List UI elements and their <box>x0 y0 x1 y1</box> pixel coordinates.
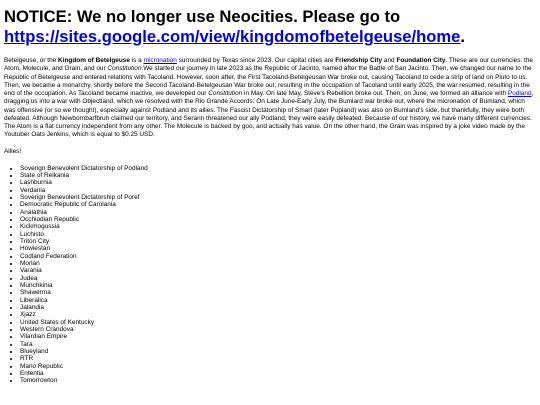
intro-paragraph <box>4 57 536 140</box>
ally-item: • Luchisto <box>20 231 536 238</box>
allies-list <box>4 165 536 385</box>
ally-item: • Occhiodian Republic <box>20 216 536 223</box>
constitution-text: Constitution <box>107 65 142 73</box>
ally-item: • Mario Republic <box>20 363 536 370</box>
intro-text: is a <box>129 57 144 64</box>
ally-item: • Triton City <box>20 238 536 245</box>
ally-item: • Soverign Benevolent Dictatorship of Podland <box>20 165 536 172</box>
notice-heading <box>4 7 536 47</box>
ally-item: • Howiestan <box>20 245 536 252</box>
constitution-text: Constitution <box>208 90 243 97</box>
intro-text: Betelgeuse, or the <box>4 57 59 64</box>
ally-item: • Tara <box>20 341 536 348</box>
notice-lead: NOTICE: We no longer use Neocities. Please go to <box>4 7 401 26</box>
friendship-city: Friendship City <box>335 57 383 64</box>
intro-text: surrounded by Texas since 2023. Our capital cities are <box>176 57 336 64</box>
ally-item: • Democratic Republic of Carolania <box>20 201 536 208</box>
ally-item: • Morlan <box>20 260 536 267</box>
ally-item: • Codland Federation <box>20 253 536 260</box>
intro-text: and <box>382 57 397 64</box>
notice-trail: . <box>460 27 466 46</box>
ally-item: • Liberalica <box>20 297 536 304</box>
ally-item: • RTR <box>20 355 536 362</box>
foundation-city: Foundation City <box>396 57 446 64</box>
ally-item: • Blueyland <box>20 348 536 355</box>
intro-text: .We started our journey in late 2023 as the Republic of Jacinto, named after the Battle of San Jacinto. Then, we changed our name to the Republic of Betelgeuse and entered relations with Tacoland. However, soon after, the First Tacoland-Betelgeusan War broke out, causing Tacoland to cede a strip of land on Pluto to us. Then, we became a monarchy, shortly before the Second Tacoland-Betelgeusan War broke out, resulting in the occupation of Tacoland until early 2025, the war resumed, resulting in the end of the occupation. As Tacoland became inactive, we developed our <box>4 65 532 97</box>
ally-item: • Xjazz <box>20 311 536 318</box>
ally-item: • Vilardian Empire <box>20 333 536 340</box>
ally-item: • Soverign Benevolent Dictatorship of Poref <box>20 194 536 201</box>
ally-item: • State of Relkania <box>20 172 536 179</box>
ally-item: • Varania <box>20 267 536 274</box>
ally-item: • Kickmogussia <box>20 223 536 230</box>
intro-text: , dragging us into a war with Objectland, which we resolved with the Rio Grande Accords. On Late June-Early July, the Bumlard war broke out, where the micronation of Bumland, which was offensive (or so we thought), especially against Podland and its allies. The Fascist Dictatorship of Smart (later Popland) was also on Bumland's side, but thankfully, they were both defeated. Although Newbornbarfbruh claimed our territory, and Serarin threatened our ally Podland, they were easily defeated. Because of our history, we have many different currencies. The Atom is a flat currency independent from any other. The Molecule is backed by goo, and actually has value. On the other hand, the Grain was inspired by a joke video made by the Youtuber Oats Jenkins, which is equal to $0.25 USD. <box>4 90 534 139</box>
ally-item: • Tomorrowton <box>20 377 536 384</box>
ally-item: • Ententia <box>20 370 536 377</box>
ally-item: • Judea <box>20 275 536 282</box>
allies-heading: Allies! <box>4 147 22 155</box>
intro-text: in May. On late May, Steve's Rebellion broke out. Then, on June, we formed an alliance with <box>242 90 508 97</box>
micronation-link[interactable]: micronation <box>143 57 177 64</box>
podland-link[interactable]: Podland <box>507 90 532 97</box>
ally-item: • Analathia <box>20 209 536 216</box>
ally-item: • Jalandia <box>20 304 536 311</box>
notice-link[interactable]: https://sites.google.com/view/kingdomofbetelgeuse/home <box>4 27 461 46</box>
ally-item: • Western Crandova <box>20 326 536 333</box>
kingdom-name: Kingdom of Betelgeuse <box>58 57 130 64</box>
intro-text: . These are our currencies: the Atom, Molecule, and Grain, and our <box>4 57 533 73</box>
ally-item: • Shawerma <box>20 289 536 296</box>
ally-item: • Verdania <box>20 187 536 194</box>
ally-item: • Lashburnia <box>20 179 536 186</box>
ally-item: • Munchkinia <box>20 282 536 289</box>
ally-item: • United States of Kentucky <box>20 319 536 326</box>
